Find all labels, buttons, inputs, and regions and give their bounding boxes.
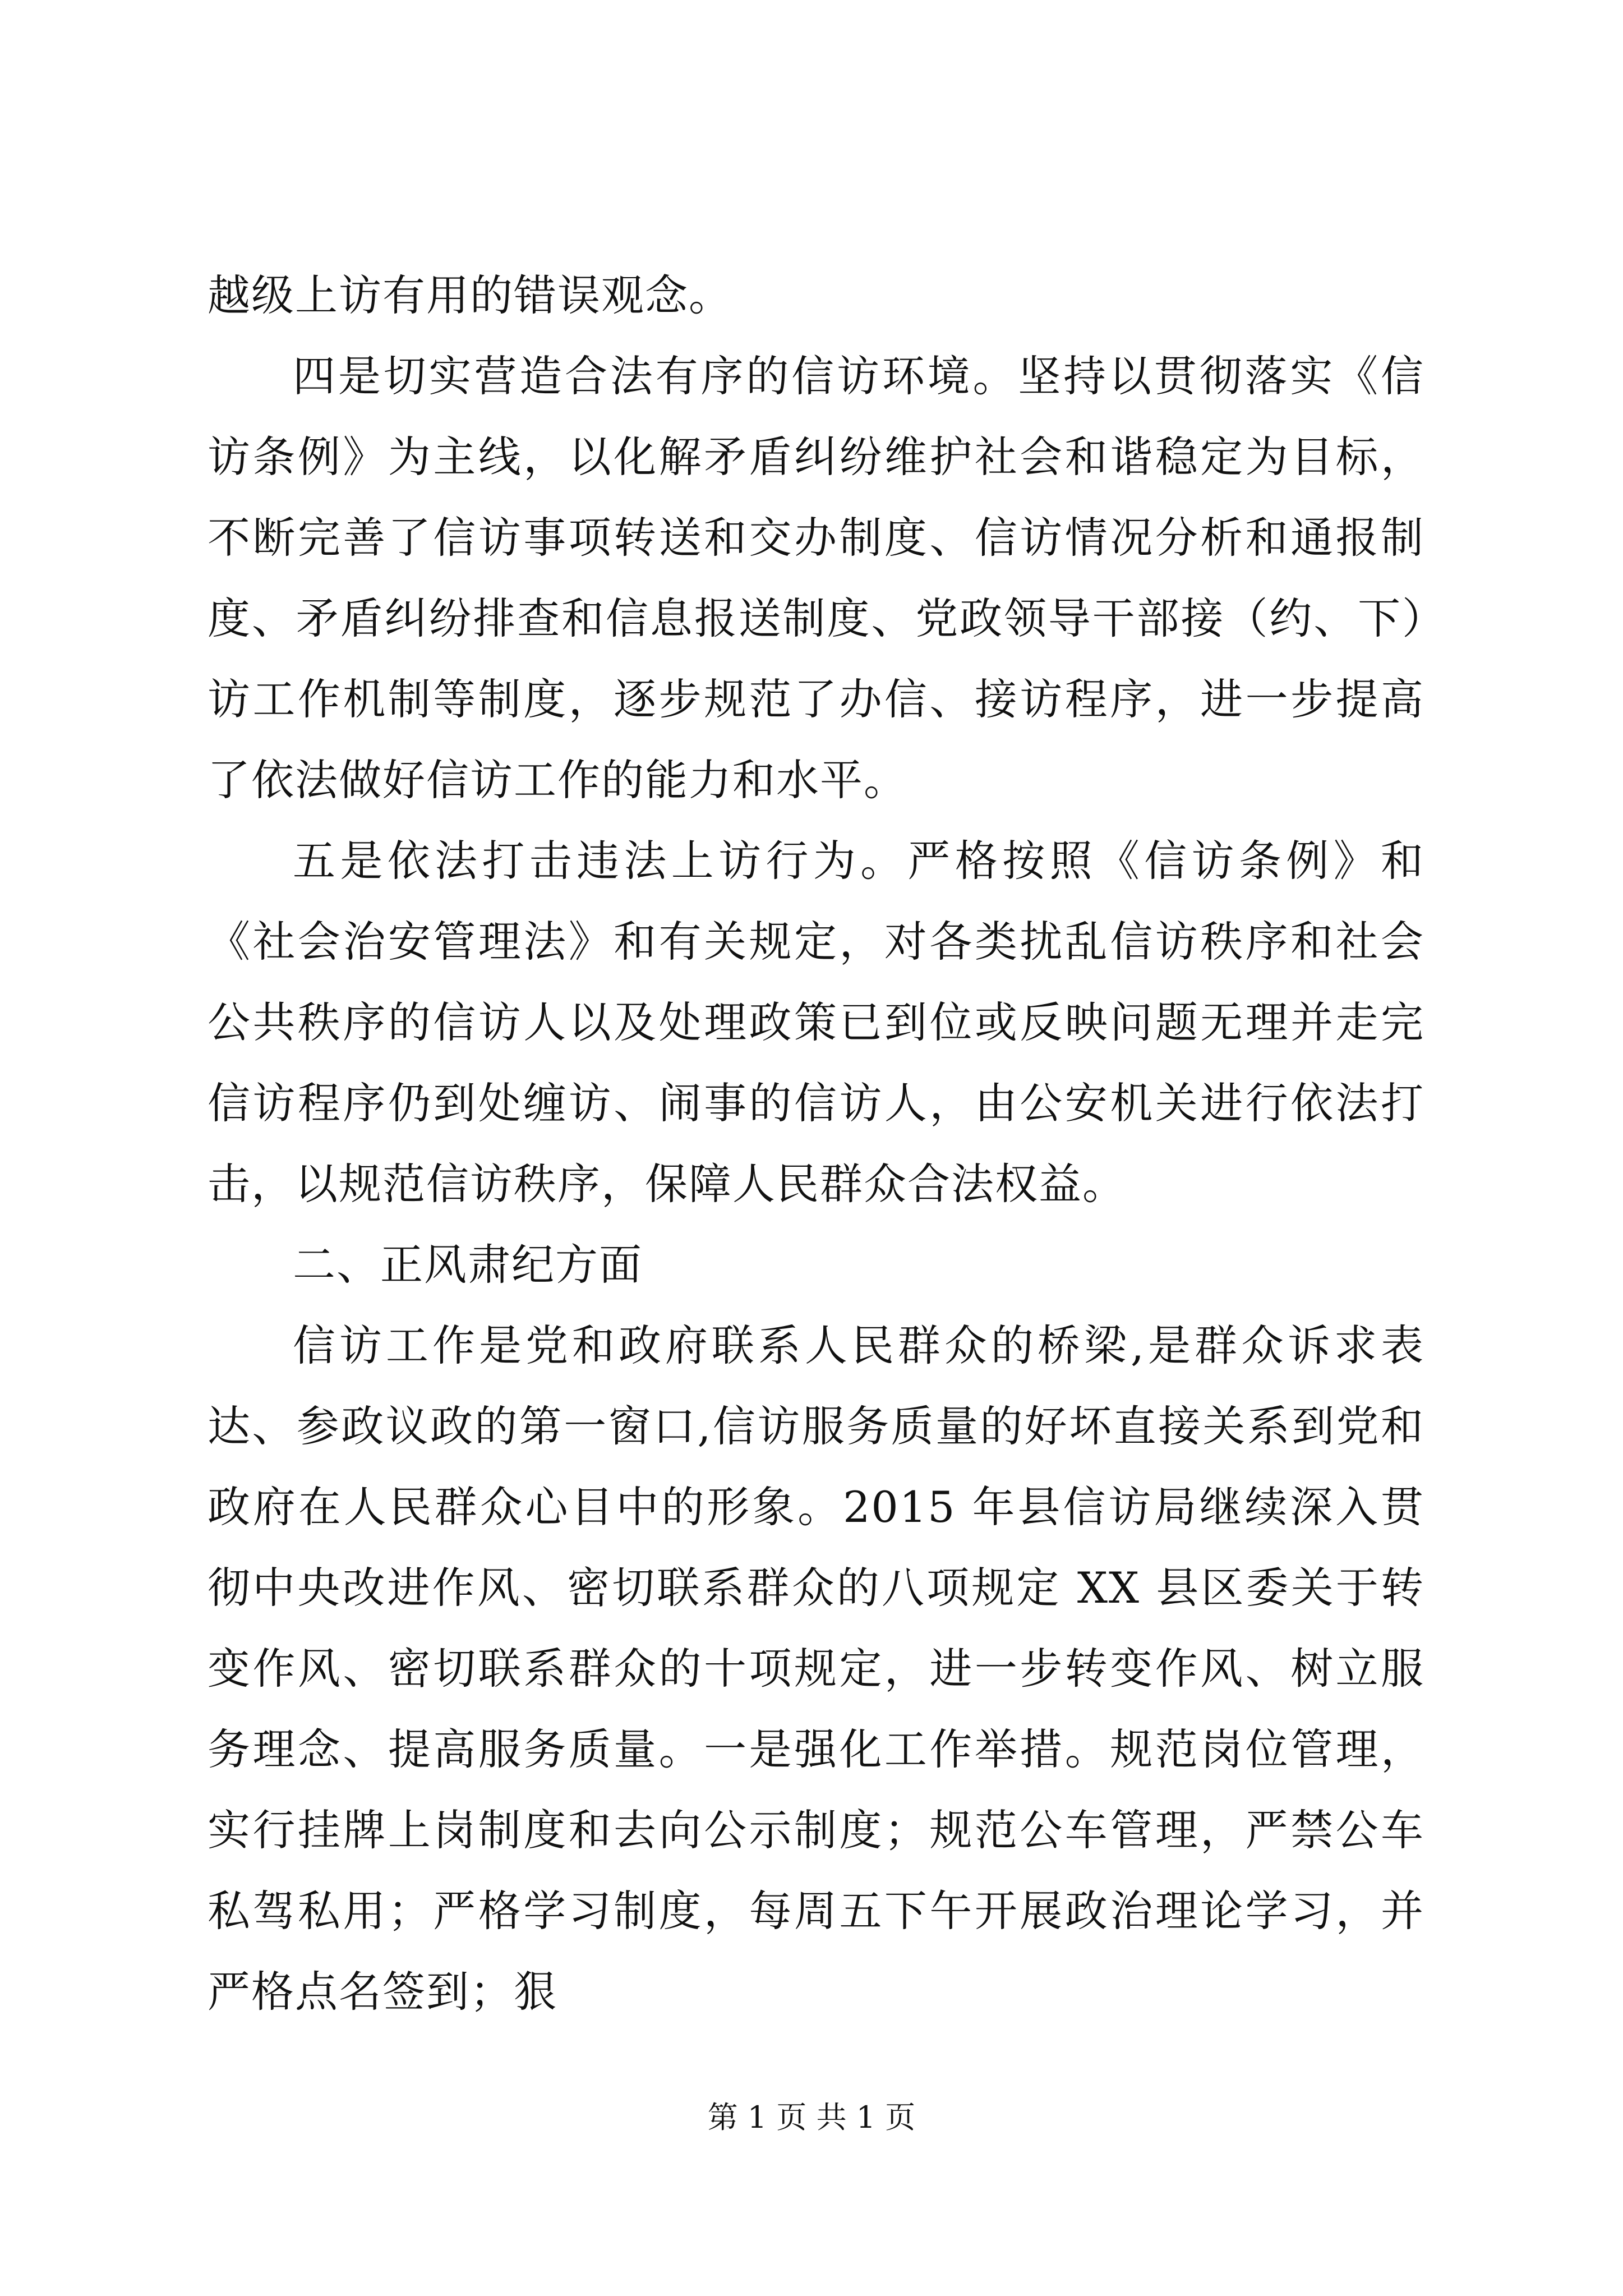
paragraph-continuation: 越级上访有用的错误观念。 (208, 270, 732, 320)
document-body (208, 255, 1424, 2032)
section-heading: 二、正风肃纪方面 (293, 1240, 643, 1290)
page-footer: 第 1 页 共 1 页 (707, 2100, 916, 2135)
paragraph-section-two: 信访工作是党和政府联系人民群众的桥梁,是群众诉求表达、参政议政的第一窗口,信访服务质量的好坏直接关系到党和政府在人民群众心目中的形象。2015 年县信访局继续深入贯彻中央改进作风、密切联系群众的八项规定 XX 县区委关于转变作风、密切联系群众的十项规定，进一步转变作风、树立服务理念、提高服务质量。一是强化工作举措。规范岗位管理，实行挂牌上岗制度和去向公示制度；规范公车管理，严禁公车私驾私用；严格学习制度，每周五下午开展政治理论学习，并严格点名签到；狠 (208, 1320, 1424, 2017)
paragraph-point-five: 五是依法打击违法上访行为。严格按照《信访条例》和《社会治安管理法》和有关规定，对各类扰乱信访秩序和社会公共秩序的信访人以及处理政策已到位或反映问题无理并走完信访程序仍到处缠访、闹事的信访人，由公安机关进行依法打击，以规范信访秩序，保障人民群众合法权益。 (208, 836, 1424, 1209)
paragraph-point-four: 四是切实营造合法有序的信访环境。坚持以贯彻落实《信访条例》为主线，以化解矛盾纠纷维护社会和谐稳定为目标，不断完善了信访事项转送和交办制度、信访情况分析和通报制度、矛盾纠纷排查和信息报送制度、党政领导干部接（约、下）访工作机制等制度，逐步规范了办信、接访程序，进一步提高了依法做好信访工作的能力和水平。 (208, 351, 1424, 805)
